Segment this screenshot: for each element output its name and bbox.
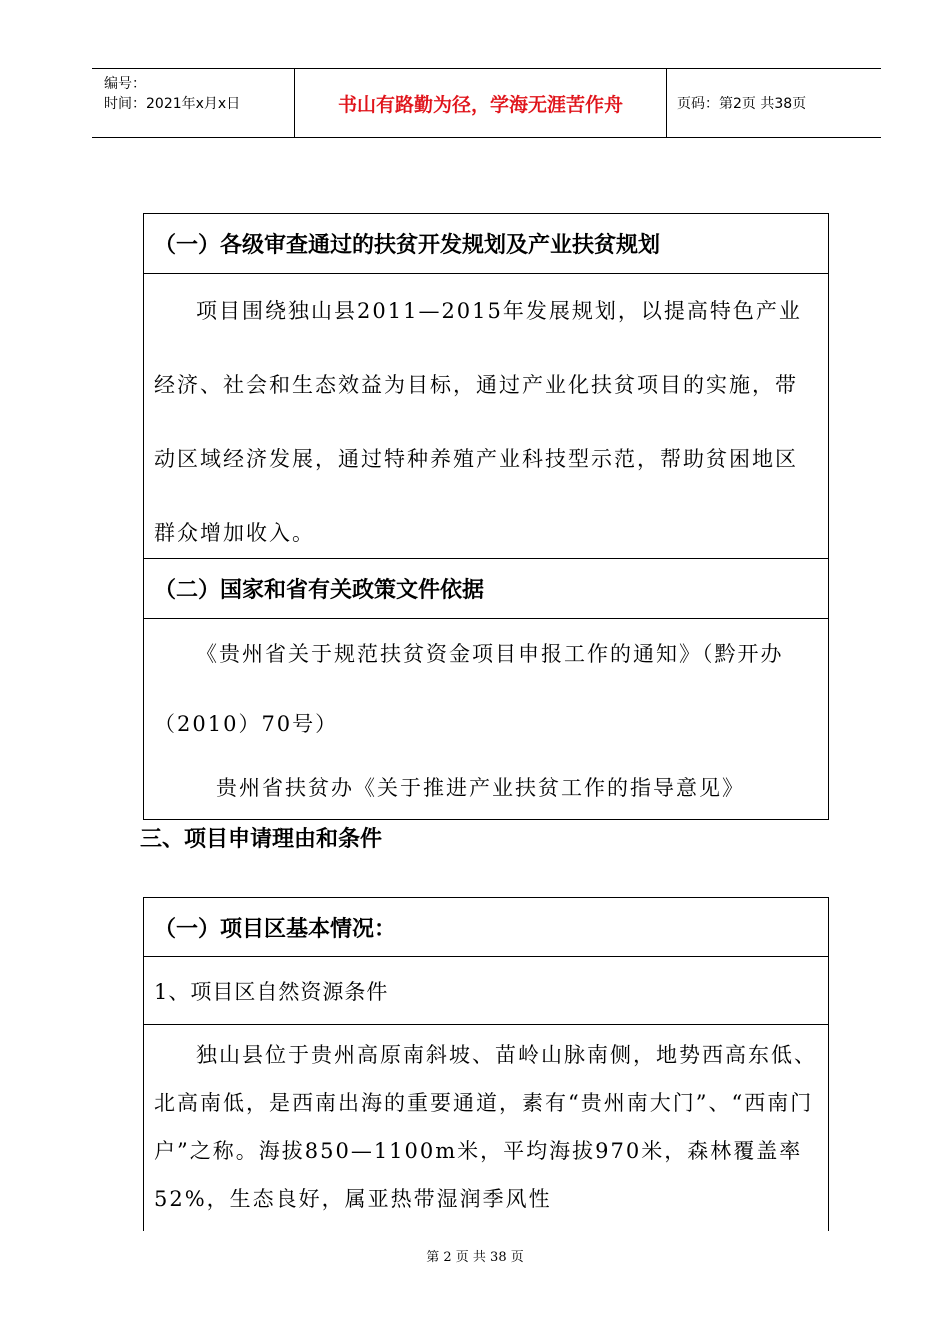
header-motto: 书山有路勤为径，学海无涯苦作舟 [295, 69, 667, 137]
page-header [92, 68, 881, 138]
number-label: 编号： [104, 76, 146, 92]
section-heading: （一）各级审查通过的扶贫开发规划及产业扶贫规划 [144, 214, 828, 274]
time-label: 时间：2021年x月x日 [104, 96, 241, 112]
header-meta-cell [92, 69, 295, 137]
policy-item: 贵州省扶贫办《关于推进产业扶贫工作的指导意见》 [216, 776, 745, 800]
natural-resources-paragraph [144, 1025, 828, 1231]
section-heading: （一）项目区基本情况： [144, 898, 828, 957]
header-page-info: 页码：第2页 共38页 [677, 96, 807, 112]
section-title: 三、项目申请理由和条件 [140, 827, 383, 852]
policy-item: 《贵州省关于规范扶贫资金项目申报工作的通知》（黔开办（2010）70号） [154, 642, 784, 736]
page-footer: 第 2 页 共 38 页 [426, 1250, 524, 1265]
section-heading: （二）国家和省有关政策文件依据 [144, 559, 828, 619]
planning-table [143, 213, 829, 820]
planning-text: 项目围绕独山县2011—2015年发展规划，以提高特色产业经济、社会和生态效益为目标，通过产业化扶贫项目的实施，带动区域经济发展，通过特种养殖产业科技型示范，帮助贫困地区群众增加收入。 [154, 299, 802, 545]
project-area-table [143, 897, 829, 1231]
planning-paragraph [144, 274, 828, 559]
policy-documents [144, 619, 828, 819]
subsection-heading: 1、项目区自然资源条件 [144, 957, 828, 1025]
natural-resources-text: 独山县位于贵州高原南斜坡、苗岭山脉南侧，地势西高东低、北高南低，是西南出海的重要通道，素有“贵州南大门”、“西南门户”之称。海拔850—1100m米，平均海拔970米，森林覆盖率52%，生态良好，属亚热带湿润季风性 [154, 1043, 817, 1211]
